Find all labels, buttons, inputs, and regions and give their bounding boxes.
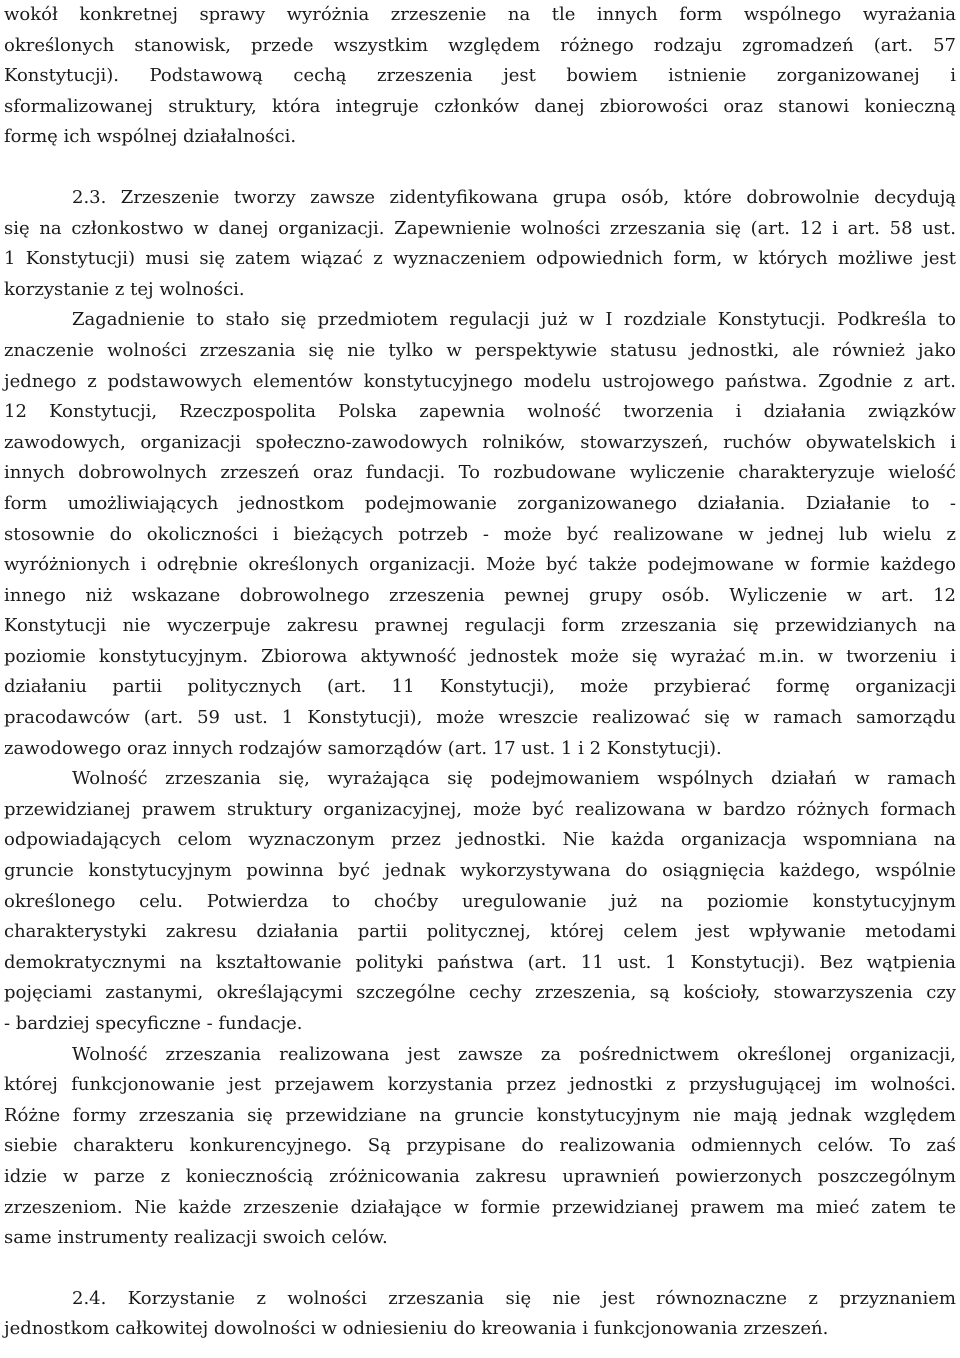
text-line: znaczenie wolności zrzeszania się nie tylko w perspektywie statusu jednostki, ale również jako bbox=[4, 339, 956, 361]
text-line: jednostkom całkowitej dowolności w odniesieniu do kreowania i funkcjonowania zrzeszeń. bbox=[4, 1318, 829, 1340]
text-line: Konstytucji). Podstawową cechą zrzeszenia jest bowiem istnienie zorganizowanej i bbox=[4, 65, 956, 87]
text-line: pojęciami zastanymi, określającymi szczególne cechy zrzeszenia, są kościoły, stowarzyszenia czy bbox=[4, 982, 956, 1004]
section-gap bbox=[4, 1254, 956, 1284]
text-line: innego niż wskazane dobrowolnego zrzeszenia pewnej grupy osób. Wyliczenie w art. 12 bbox=[4, 584, 956, 606]
text-line: form umożliwiających jednostkom podejmowanie zorganizowanego działania. Działanie to - bbox=[4, 492, 956, 514]
text-line: sformalizowanej struktury, która integruje członków danej zbiorowości oraz stanowi konieczną bbox=[4, 95, 956, 117]
text-line: idzie w parze z koniecznością zróżnicowania zakresu uprawnień powierzonych poszczególnym bbox=[4, 1165, 956, 1187]
text-line: określonych stanowisk, przede wszystkim względem różnego rodzaju zgromadzeń (art. 57 bbox=[4, 34, 956, 56]
body-paragraph bbox=[4, 1284, 956, 1345]
text-line: innych dobrowolnych zrzeszeń oraz fundacji. To rozbudowane wyliczenie charakteryzuje wielość bbox=[4, 462, 956, 484]
section-gap bbox=[4, 153, 956, 183]
body-paragraph bbox=[4, 183, 956, 305]
body-paragraph bbox=[4, 0, 956, 153]
text-line: Konstytucji nie wyczerpuje zakresu prawnej regulacji form zrzeszania się przewidzianych na bbox=[4, 615, 956, 637]
text-line: działaniu partii politycznych (art. 11 Konstytucji), może przybierać formę organizacji bbox=[4, 676, 956, 698]
text-line: korzystanie z tej wolności. bbox=[4, 278, 245, 300]
text-line: - bardziej specyficzne - fundacje. bbox=[4, 1013, 303, 1034]
body-paragraph bbox=[4, 1040, 956, 1254]
text-line: 2.3. Zrzeszenie tworzy zawsze zidentyfikowana grupa osób, które dobrowolnie decydują bbox=[72, 186, 956, 208]
text-line: wyróżnionych i odrębnie określonych organizacji. Może być także podejmowane w formie każdego bbox=[4, 554, 956, 576]
text-line: poziomie konstytucyjnym. Zbiorowa aktywność jednostek może się wyrażać m.in. w tworzeniu i bbox=[4, 645, 956, 667]
body-paragraph bbox=[4, 764, 956, 1039]
text-line: zawodowego oraz innych rodzajów samorządów (art. 17 ust. 1 i 2 Konstytucji). bbox=[4, 737, 722, 759]
text-line: siebie charakteru konkurencyjnego. Są przypisane do realizowania odmiennych celów. To zaś bbox=[4, 1135, 956, 1157]
text-line: same instrumenty realizacji swoich celów. bbox=[4, 1227, 388, 1249]
text-line: której funkcjonowanie jest przejawem korzystania przez jednostki z przysługującej im wolności. bbox=[4, 1074, 956, 1096]
text-line: charakterystyki zakresu działania partii politycznej, której celem jest wpływanie metodami bbox=[4, 921, 956, 943]
text-line: przewidzianej prawem struktury organizacyjnej, może być realizowana w bardzo różnych formach bbox=[4, 798, 956, 820]
text-line: 1 Konstytucji) musi się zatem wiązać z wyznaczeniem odpowiednich form, w których możliwe jest bbox=[4, 248, 956, 270]
text-line: 2.4. Korzystanie z wolności zrzeszania się nie jest równoznaczne z przyznaniem bbox=[72, 1287, 956, 1309]
text-line: pracodawców (art. 59 ust. 1 Konstytucji), może wreszcie realizować się w ramach samorządu bbox=[4, 707, 956, 729]
document-page bbox=[4, 0, 956, 1345]
text-line: Różne formy zrzeszania się przewidziane na gruncie konstytucyjnym nie mają jednak względem bbox=[4, 1104, 956, 1126]
text-line: 12 Konstytucji, Rzeczpospolita Polska zapewnia wolność tworzenia i działania związków bbox=[4, 401, 956, 423]
text-line: jednego z podstawowych elementów konstytucyjnego modelu ustrojowego państwa. Zgodnie z art. bbox=[4, 370, 956, 392]
text-line: formę ich wspólnej działalności. bbox=[4, 126, 297, 148]
text-line: określonego celu. Potwierdza to choćby uregulowanie już na poziomie konstytucyjnym bbox=[4, 890, 956, 912]
text-line: Wolność zrzeszania się, wyrażająca się podejmowaniem wspólnych działań w ramach bbox=[72, 768, 956, 790]
text-line: odpowiadających celom wyznaczonym przez jednostki. Nie każda organizacja wspomniana na bbox=[4, 829, 956, 851]
body-paragraph bbox=[4, 305, 956, 764]
text-line: zawodowych, organizacji społeczno-zawodowych rolników, stowarzyszeń, ruchów obywatelskich i bbox=[4, 431, 956, 453]
text-line: gruncie konstytucyjnym powinna być jednak wykorzystywana do osiągnięcia każdego, wspólnie bbox=[4, 860, 956, 882]
text-line: stosownie do okoliczności i bieżących potrzeb - może być realizowane w jednej lub wielu z bbox=[4, 523, 956, 545]
text-line: się na członkostwo w danej organizacji. Zapewnienie wolności zrzeszania się (art. 12 i art. 58 ust. bbox=[4, 217, 956, 239]
text-line: zrzeszeniom. Nie każde zrzeszenie działające w formie przewidzianej prawem ma mieć zatem te bbox=[4, 1196, 956, 1218]
text-line: demokratycznymi na kształtowanie polityki państwa (art. 11 ust. 1 Konstytucji). Bez wątpienia bbox=[4, 951, 956, 973]
text-line: Zagadnienie to stało się przedmiotem regulacji już w I rozdziale Konstytucji. Podkreśla to bbox=[72, 309, 956, 331]
text-line: Wolność zrzeszania realizowana jest zawsze za pośrednictwem określonej organizacji, bbox=[72, 1043, 956, 1065]
text-line: wokół konkretnej sprawy wyróżnia zrzeszenie na tle innych form wspólnego wyrażania bbox=[4, 4, 956, 25]
